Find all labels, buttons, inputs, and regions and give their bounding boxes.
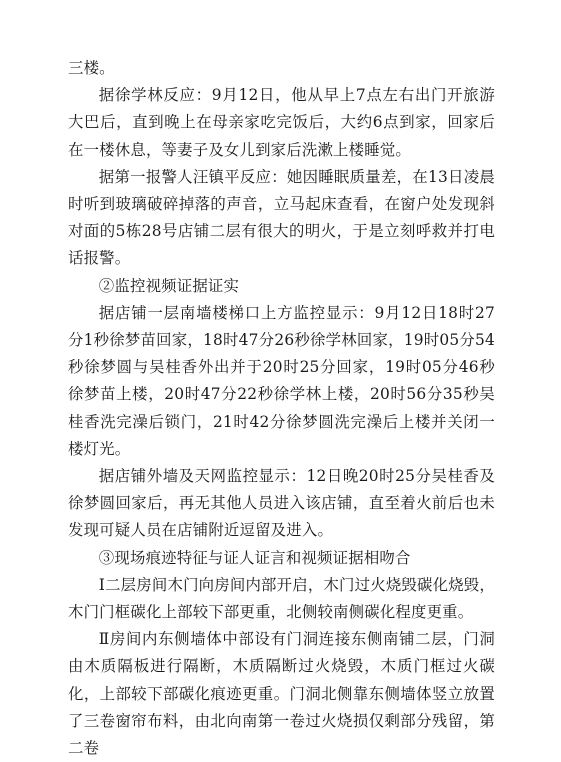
paragraph-2: 据徐学林反应：9月12日，他从早上7点左右出门开旅游大巴后，直到晚上在母亲家吃完饭后，大约6点到家，回家后在一楼休息，等妻子及女儿到家后洗漱上楼睡觉。 [68,86,495,159]
paragraph-3: 据第一报警人汪镇平反应：她因睡眠质量差，在13日凌晨时听到玻璃破碎掉落的声音，立马起床查看，在窗户处发现斜对面的5栋28号店铺二层有很大的明火，于是立刻呼救并打电话报警。 [68,167,495,268]
section-heading-scene-traces: ③现场痕迹特征与证人证言和视频证据相吻合 [98,548,411,567]
paragraph-6: 据店铺外墙及天网监控显示：12日晚20时25分吴桂香及徐梦圆回家后，再无其他人员进入该店铺，直至着火前后也未发现可疑人员在店铺附近逗留及进入。 [68,467,495,540]
paragraph-1: 三楼。 [68,59,115,77]
paragraph-8: Ⅰ二层房间木门向房间内部开启，木门过火烧毁碳化烧毁，木门门框碳化上部较下部更重，北侧较南侧碳化程度更重。 [68,575,495,622]
paragraph-9: Ⅱ房间内东侧墙体中部设有门洞连接东侧南铺二层，门洞由木质隔板进行隔断，木质隔断过火烧毁，木质门框过火碳化，上部较下部碳化痕迹更重。门洞北侧靠东侧墙体竖立放置了三卷窗帘布料，由北向南第一卷过火烧损仅剩部分残留，第二卷 [68,630,495,758]
section-heading-video-evidence: ②监控视频证据证实 [98,276,240,295]
paragraph-5: 据店铺一层南墙楼梯口上方监控显示：9月12日18时27分1秒徐梦苗回家，18时47分26秒徐学林回家，19时05分54秒徐梦圆与吴桂香外出并于20时25分回家，19时05分46秒徐梦苗上楼，20时47分22秒徐学林上楼，20时56分35秒吴桂香洗完澡后锁门，21时42分徐梦圆洗完澡后上楼并关闭一楼灯光。 [68,303,495,458]
